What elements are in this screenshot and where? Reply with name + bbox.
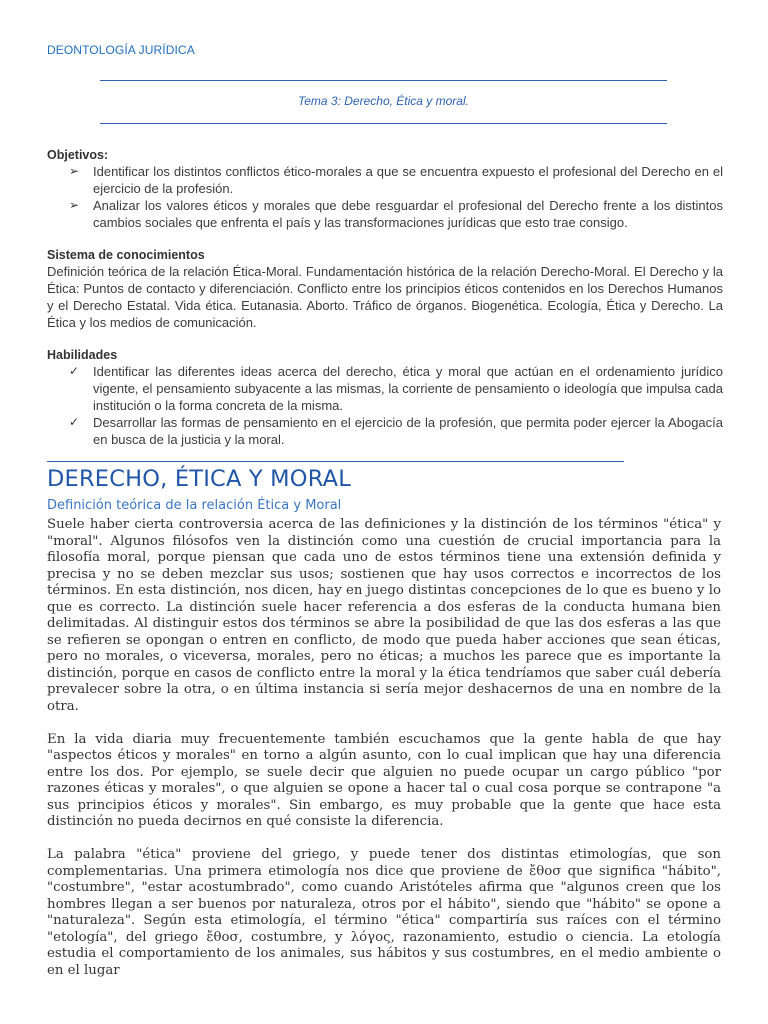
body-paragraph: Suele haber cierta controversia acerca de las definiciones y la distinción de los términos "ética" y "moral". Algunos filósofos ven la distinción como una cuestión de crucial importancia para la filosofía moral, porque piensan que cada uno de estos términos tiene una extensión definida y precisa y no se deben mezclar sus usos; sostienen que hay usos correctos e incorrectos de los términos. En esta distinción, nos dicen, hay en juego distintas concepciones de lo que es bueno y lo que es correcto. La distinción suele hacer referencia a dos esferas de la conducta humana bien delimitadas. Al distinguir estos dos términos se abre la posibilidad de que las dos esferas a las que se refieren se opongan o entren en conflicto, de modo que pueda haber acciones que sean éticas, pero no morales, o viceversa, morales, pero no éticas; a muchos les parece que es importante la distinción, porque en casos de conflicto entre la moral y la ética tendríamos que saber cuál debería prevalecer sobre la otra, o en última instancia si sería mejor deshacernos de una en nombre de la otra. [47,517,721,714]
list-item [47,163,723,197]
list-item [47,197,723,231]
header-rule-top [100,80,667,81]
body-paragraph: La palabra "ética" proviene del griego, y puede tener dos distintas etimologías, que son complementarias. Una primera etimología nos dice que proviene de ἔθοσ que significa "hábito", "costumbre", "estar acostumbrado", como cuando Aristóteles afirma que "algunos creen que los hombres llegan a ser buenos por naturaleza, otros por el hábito", siendo que "hábito" se opone a "naturaleza". Según esta etimología, el término "ética" compartiría sus raíces con el término "etología", del griego ἔθοσ, costumbre, y λόγος, razonamiento, estudio o ciencia. La etología estudia el comportamiento de los animales, sus hábitos y sus costumbres, en el medio ambiente o en el lugar [47,847,721,978]
habilidades-title: Habilidades [47,348,118,362]
header-rule-bottom [100,123,667,124]
list-item [47,363,723,414]
objetivo-text: Analizar los valores éticos y morales que debe resguardar el profesional del Derecho frente a los distintos cambios sociales que enfrenta el país y las transformaciones jurídicas que esto trae consigo. [93,198,723,230]
article-subtitle: Definición teórica de la relación Ética y Moral [47,498,342,513]
sistema-text: Definición teórica de la relación Ética-Moral. Fundamentación histórica de la relación Derecho-Moral. El Derecho y la Ética: Puntos de contacto y diferenciación. Conflicto entre los principios éticos contenidos en los Derechos Humanos y el Derecho Estatal. Vida ética. Eutanasia. Aborto. Tráfico de órganos. Biogenética. Ecología, Ética y Derecho. La Ética y los medios de comunicación. [47,264,723,330]
habilidad-text: Identificar las diferentes ideas acerca del derecho, ética y moral que actúan en el ordenamiento jurídico vigente, el pensamiento subyacente a las mismas, la corriente de pensamiento o ideología que impulsa cada institución o la forma concreta de la misma. [93,364,723,413]
objetivos-title: Objetivos: [47,148,109,162]
sistema-section [47,247,723,331]
sistema-title: Sistema de conocimientos [47,248,205,262]
topic-title: Tema 3: Derecho, Ética y moral. [298,94,469,108]
habilidades-section [47,347,723,448]
arrow-bullet-icon: ➢ [69,198,80,212]
arrow-bullet-icon: ➢ [69,164,80,178]
objetivos-list [47,163,723,231]
running-header: DEONTOLOGÍA JURÍDICA [47,43,195,57]
checkmark-bullet-icon: ✓ [69,364,80,378]
list-item [47,414,723,448]
article-title: DERECHO, ÉTICA Y MORAL [47,466,351,492]
objetivo-text: Identificar los distintos conflictos ético-morales a que se encuentra expuesto el profesional del Derecho en el ejercicio de la profesión. [93,164,723,196]
objetivos-section [47,147,723,231]
habilidad-text: Desarrollar las formas de pensamiento en el ejercicio de la profesión, que permita poder ejercer la Abogacía en busca de la justicia y la moral. [93,415,723,447]
section-divider [47,461,624,462]
checkmark-bullet-icon: ✓ [69,415,80,429]
article-body [47,517,721,996]
body-paragraph: En la vida diaria muy frecuentemente también escuchamos que la gente habla de que hay "aspectos éticos y morales" en torno a algún asunto, con lo cual implican que hay una diferencia entre los dos. Por ejemplo, se suele decir que alguien no puede ocupar un cargo público "por razones éticas y morales", o que alguien se opone a hacer tal o cual cosa porque se contrapone "a sus principios éticos y morales". Sin embargo, es muy probable que la gente que hace esta distinción no pueda decirnos en qué consiste la diferencia. [47,731,721,829]
habilidades-list [47,363,723,448]
